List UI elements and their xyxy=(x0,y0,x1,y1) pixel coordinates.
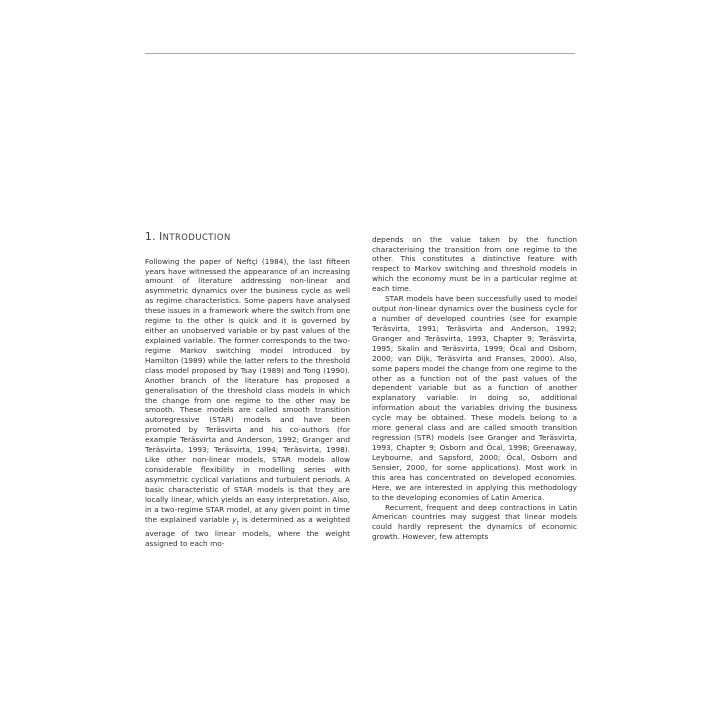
header-rule xyxy=(145,53,575,54)
column-left xyxy=(145,257,350,549)
paragraph: depends on the value taken by the function characterising the transition from one regime to the other. This constitutes a distinctive feature with respect to Markov switching and threshold models in which the economy must be in a particular regime at each time. xyxy=(372,234,577,294)
column-right-inner xyxy=(372,235,577,543)
paragraph: STAR models have been successfully used to model output non-linear dynamics over the business cycle for a number of developed countries (see for example Teräsvirta, 1991; Teräsvirta and Anderson, 1992; Granger and Teräsvirta, 1993, Chapter 9; Teräsvirta, 1995; Skalin and Teräsvirta, 1999; Öcal and Osborn, 2000; van Dijk, Teräsvirta and Franses, 2000). Also, some papers model the change from one regime to the other as a function not of the past values of the dependent variable but as a function of another explanatory variable. In doing so, additional information about the variables driving the business cycle may be obtained. These models belong to a more general class and are called smooth transition regression (STR) models (see Granger and Teräsvirta, 1993, Chapter 9; Osborn and Öcal, 1998; Greenaway, Leybourne, and Sapsford, 2000; Öcal, Osborn and Sensier, 2000, for some applications). Most work in this area has concentrated on developed economies. Here, we are interested in applying this methodology to the developing economies of Latin America. xyxy=(372,294,577,502)
page-content xyxy=(145,232,577,549)
paragraph-text: Following the paper of Neftçi (1984), the last fifteen years have witnessed the appearance of an increasing amount of literature addressing non-linear and asymmetric dynamics over the business cycle as well as regime characteristics. Some papers have analysed these issues in a framework where the switch from one regime to the other is quick and it is governed by either an unobserved variable or by past values of the explained variable. The former corresponds to the two-regime Markov switching model introduced by Hamilton (1989) while the latter refers to the threshold class model proposed by Tsay (1989) and Tong (1990). Another branch of the literature has proposed a generalisation of the threshold class models in which the change from one regime to the other may be smooth. These models are called smooth transition autoregressive (STAR) models and have been promoted by Teräsvirta and his co-authors (for example Teräsvirta and Anderson, 1992; Granger and Teräsvirta, 1993; Teräsvirta, 1994; Teräsvirta, 1998). Like other non-linear models, STAR models allow considerable flexibility in modelling series with asymmetric cyclical variations and turbulent periods. A basic characteristic of STAR models is that they are locally linear, which yields an easy interpretation. Also, in a two-regime STAR model, at any given point in time the explained variable xyxy=(145,256,350,524)
paragraph: Recurrent, frequent and deep contractions in Latin American countries may suggest that linear models could hardly represent the dynamics of economic growth. However, few attempts xyxy=(372,502,577,542)
paragraph-text-tail: is determined as a weighted average of two linear models, where the weight assigned to each mo- xyxy=(145,514,350,548)
section-title-initial: I xyxy=(159,231,163,243)
section-number: 1. xyxy=(145,231,156,243)
paragraph xyxy=(145,257,350,549)
inline-math-variable: $y_t$ xyxy=(232,514,239,527)
section-title-rest: NTRODUCTION xyxy=(162,232,231,242)
column-right xyxy=(372,234,577,549)
